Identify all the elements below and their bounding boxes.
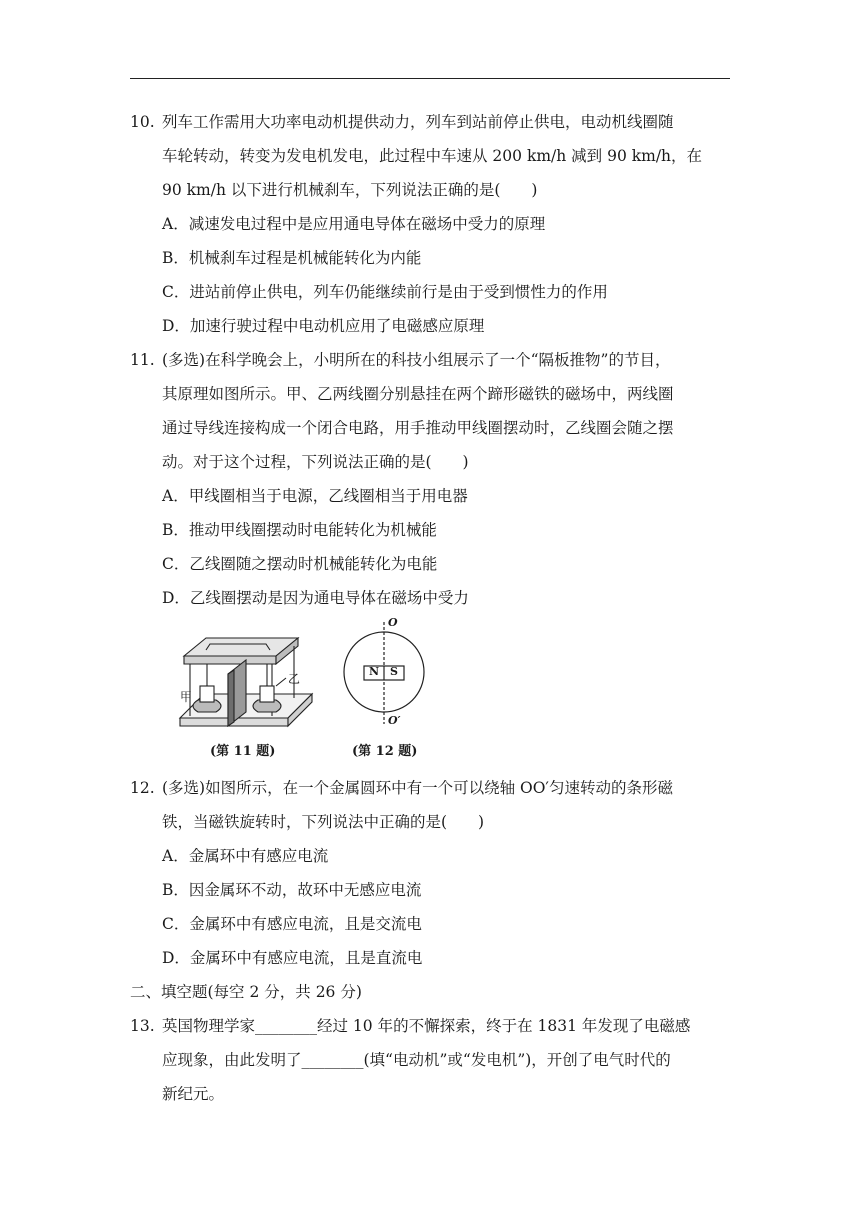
fig12-label-o: O [388, 616, 398, 629]
q11-line-4: 动。对于这个过程，下列说法正确的是( ) [162, 453, 469, 471]
q13-line-2: 应现象，由此发明了________(填“电动机”或“发电机”)，开创了电气时代的 [162, 1051, 671, 1069]
q10-option-d: D．加速行驶过程中电动机应用了电磁感应原理 [162, 317, 485, 335]
q13-number: 13. [130, 1017, 155, 1035]
fig12-label-s: S [390, 665, 398, 678]
fig11-caption: (第 11 题) [210, 744, 276, 759]
q12-number: 12. [130, 779, 155, 797]
q12-line-1: 12. (多选)如图所示，在一个金属圆环中有一个可以绕轴 OO′匀速转动的条形磁 [130, 779, 673, 797]
q11-line-2: 其原理如图所示。甲、乙两线圈分别悬挂在两个蹄形磁铁的磁场中，两线圈 [162, 385, 674, 403]
q13-line-3: 新纪元。 [162, 1085, 225, 1103]
q10-number: 10. [130, 113, 155, 131]
fig12-caption: (第 12 题) [352, 744, 418, 759]
q10-option-a: A．减速发电过程中是应用通电导体在磁场中受力的原理 [162, 215, 546, 233]
q11-line-1: 11. (多选)在科学晚会上，小明所在的科技小组展示了一个“隔板推物”的节目， [130, 351, 671, 369]
q10-line-2: 车轮转动，转变为发电机发电，此过程中车速从 200 km/h 减到 90 km/h，在 [162, 147, 703, 165]
q11-option-c: C．乙线圈随之摆动时机械能转化为电能 [162, 555, 438, 573]
q11-option-b: B．推动甲线圈摆动时电能转化为机械能 [162, 521, 437, 539]
q11-number: 11. [130, 351, 155, 369]
q10-line-1: 10. 列车工作需用大功率电动机提供动力，列车到站前停止供电，电动机线圈随 [130, 113, 674, 131]
fig11-label-yi: 乙 [288, 672, 301, 686]
q10-line-3: 90 km/h 以下进行机械刹车，下列说法正确的是( ) [162, 181, 538, 199]
q10-option-b: B．机械刹车过程是机械能转化为内能 [162, 249, 422, 267]
section-title-fill-blank: 二、填空题(每空 2 分，共 26 分) [130, 983, 362, 1001]
q11-option-d: D．乙线圈摆动是因为通电导体在磁场中受力 [162, 589, 469, 607]
fig12-label-n: N [369, 665, 380, 678]
q12-option-c: C．金属环中有感应电流，且是交流电 [162, 915, 422, 933]
header-rule [130, 78, 730, 79]
q12-option-a: A．金属环中有感应电流 [162, 847, 329, 865]
figures-area [176, 616, 446, 760]
q12-option-b: B．因金属环不动，故环中无感应电流 [162, 881, 422, 899]
figures-svg [176, 616, 446, 760]
fig12-label-o-prime: O′ [388, 714, 401, 727]
fig12-diagram [344, 622, 424, 724]
q11-line-3: 通过导线连接构成一个闭合电路，用手推动甲线圈摆动时，乙线圈会随之摆 [162, 419, 674, 437]
q13-line-1: 13. 英国物理学家________经过 10 年的不懈探索，终于在 1831 年发现了电磁感 [130, 1017, 691, 1035]
q12-line-2: 铁，当磁铁旋转时，下列说法中正确的是( ) [162, 813, 485, 831]
q12-option-d: D．金属环中有感应电流，且是直流电 [162, 949, 423, 967]
q10-option-c: C．进站前停止供电，列车仍能继续前行是由于受到惯性力的作用 [162, 283, 608, 301]
q11-option-a: A．甲线圈相当于电源，乙线圈相当于用电器 [162, 487, 468, 505]
fig11-label-jia: 甲 [180, 690, 193, 704]
